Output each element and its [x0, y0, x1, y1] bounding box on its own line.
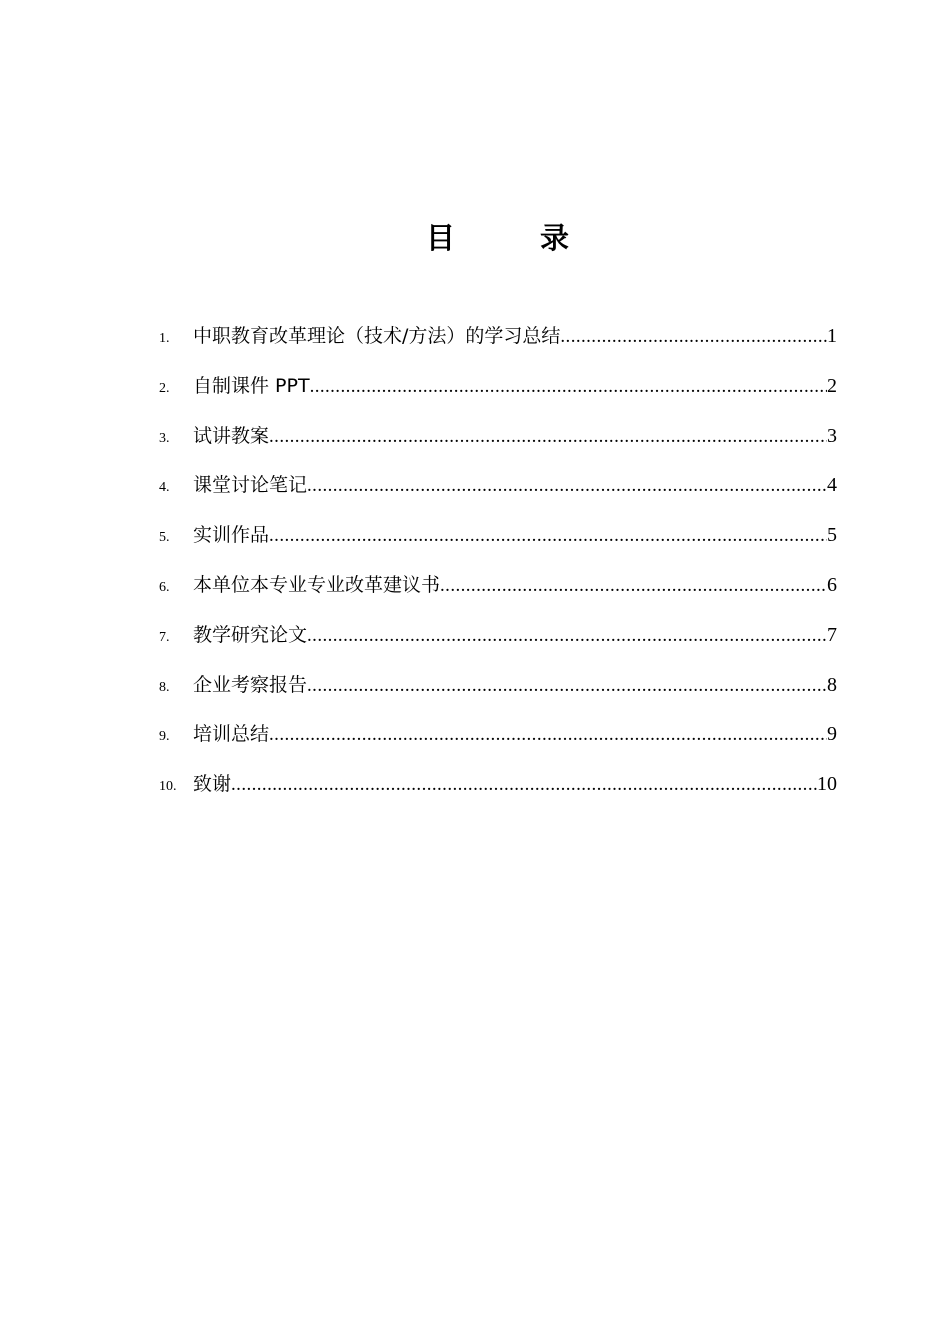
toc-entry-page: 8 — [827, 673, 837, 696]
title-char: 录 — [540, 221, 570, 255]
toc-entry-title: 实训作品 — [193, 524, 270, 547]
toc-dot-leader — [307, 470, 827, 502]
toc-entry-page: 9 — [827, 723, 837, 746]
toc-entry-number: 9. — [159, 729, 170, 745]
toc-dot-leader — [310, 371, 827, 403]
toc-entry[interactable] — [159, 619, 837, 669]
toc-entry-number: 5. — [159, 530, 170, 546]
toc-entry-title: 教学研究论文 — [193, 623, 308, 646]
toc-entry-number: 4. — [159, 480, 170, 496]
toc-entry-page: 7 — [827, 623, 837, 646]
toc-entry-page: 3 — [827, 424, 837, 447]
toc-entry-title: 培训总结 — [193, 723, 270, 746]
toc-entry-title: 本单位本专业专业改革建议书 — [193, 573, 441, 596]
toc-entry-title: 课堂讨论笔记 — [193, 474, 308, 497]
toc-entry-number: 8. — [159, 679, 170, 695]
toc-entry-title: 中职教育改革理论（技术/方法）的学习总结 — [193, 325, 561, 347]
toc-entry-number: 1. — [159, 331, 170, 346]
toc-entry-number: 7. — [159, 629, 170, 645]
toc-entry-page: 4 — [827, 474, 837, 497]
toc-entry-page: 2 — [827, 374, 837, 397]
toc-entry-title: 试讲教案 — [193, 424, 270, 447]
toc-entry-title: 自制课件 PPT — [193, 374, 310, 397]
toc-entry-number: 6. — [159, 579, 170, 595]
toc-entry[interactable] — [159, 420, 837, 470]
toc-dot-leader — [269, 421, 827, 453]
toc-entry-title: 企业考察报告 — [193, 673, 308, 696]
toc-dot-leader — [307, 670, 827, 702]
table-of-contents — [159, 320, 837, 818]
toc-entry-page: 10 — [817, 773, 837, 796]
toc-entry-page: 6 — [827, 573, 837, 596]
toc-dot-leader — [560, 321, 827, 353]
page-title — [0, 214, 950, 262]
toc-entry[interactable] — [159, 469, 837, 519]
toc-dot-leader — [307, 620, 827, 652]
toc-dot-leader — [440, 570, 827, 602]
title-char: 目 — [426, 221, 456, 255]
toc-dot-leader — [231, 769, 817, 801]
toc-entry-page: 5 — [827, 524, 837, 547]
toc-entry[interactable] — [159, 370, 837, 420]
toc-dot-leader — [269, 520, 827, 552]
toc-entry-page: 1 — [827, 325, 837, 347]
toc-entry[interactable] — [159, 519, 837, 569]
toc-entry[interactable] — [159, 320, 837, 370]
toc-entry-number: 3. — [159, 430, 170, 446]
toc-entry-title: 致谢 — [193, 773, 232, 796]
toc-entry[interactable] — [159, 569, 837, 619]
toc-entry-number: 10. — [159, 779, 177, 795]
toc-entry[interactable] — [159, 768, 837, 818]
toc-entry-number: 2. — [159, 380, 170, 396]
toc-entry[interactable] — [159, 669, 837, 719]
toc-dot-leader — [269, 719, 827, 751]
toc-entry[interactable] — [159, 718, 837, 768]
